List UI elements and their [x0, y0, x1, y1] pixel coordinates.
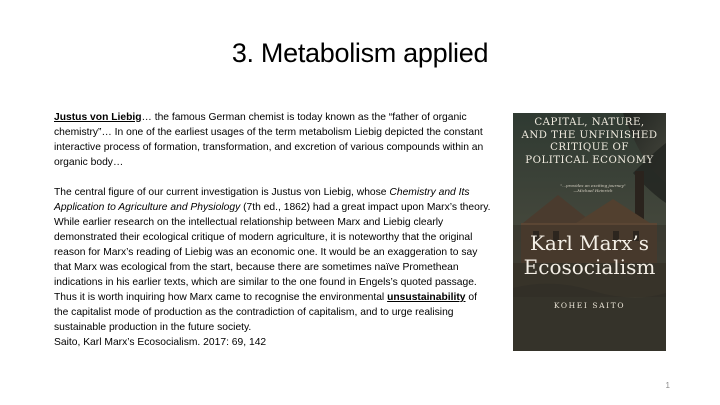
cover-top-title-line: CRITIQUE OF	[550, 142, 629, 154]
paragraph2-part2: (7th ed., 1862) had a great impact upon Marx’s theory. While earlier research on the intellectual relationship between Marx and Liebig clearly demonstrated their ecological critique of modern agriculture, it is noteworthy that the original reason for Marx’s reading of Liebig was an economic one. It would be an exaggeration to say that Marx was ecological from the start, because there are sometimes naïve Promethean indications in his earlier texts, which are similar to the one found in Engels’s quoted passage. Thus it is worth inquiring how Marx came to recognise the environmental	[54, 202, 491, 303]
liebig-name: Justus von Liebig	[54, 112, 142, 123]
citation: Saito, Karl Marx’s Ecosocialism. 2017: 69, 142	[54, 337, 267, 348]
cover-main-title	[513, 231, 666, 279]
cover-top-title-line: CAPITAL, NATURE,	[534, 117, 645, 128]
cover-main-title-line: Ecosocialism	[523, 255, 656, 279]
unsustainability-keyword: unsustainability	[387, 292, 466, 303]
cover-quote	[543, 183, 643, 193]
paragraph-liebig	[54, 110, 494, 170]
paragraph2-part3: of the capitalist mode of production as the contradiction of capitalism, and to urge realising sustainable production in the future society.	[54, 292, 477, 333]
cover-top-title	[513, 117, 666, 167]
slide-title: 3. Metabolism applied	[231, 38, 489, 68]
cover-quote-text: "...provides an exciting journey"	[560, 183, 626, 188]
paragraph-central-figure	[54, 185, 494, 335]
liebig-description: … the famous German chemist is today known as the “father of organic chemistry”… In one of the earliest usages of the term metabolism Liebig depicted the constant interactive process of formation, transformation, and excretion of various compounds within an organic body…	[54, 112, 484, 168]
book-title-italic: Chemistry and Its Application to Agriculture and Physiology	[54, 187, 470, 213]
cover-main-title-line: Karl Marx’s	[529, 231, 650, 255]
page-number: 1	[665, 381, 670, 390]
body-text	[54, 110, 494, 350]
book-cover-image	[513, 113, 666, 351]
paragraph2-part1: The central figure of our current investigation is Justus von Liebig, whose	[54, 187, 390, 198]
cover-author: KOHEI SAITO	[553, 301, 626, 310]
cover-top-title-line: AND THE UNFINISHED	[521, 129, 658, 141]
cover-top-title-line: POLITICAL ECONOMY	[525, 154, 654, 166]
cover-quote-attribution: —Michael Heinrich	[573, 188, 613, 193]
